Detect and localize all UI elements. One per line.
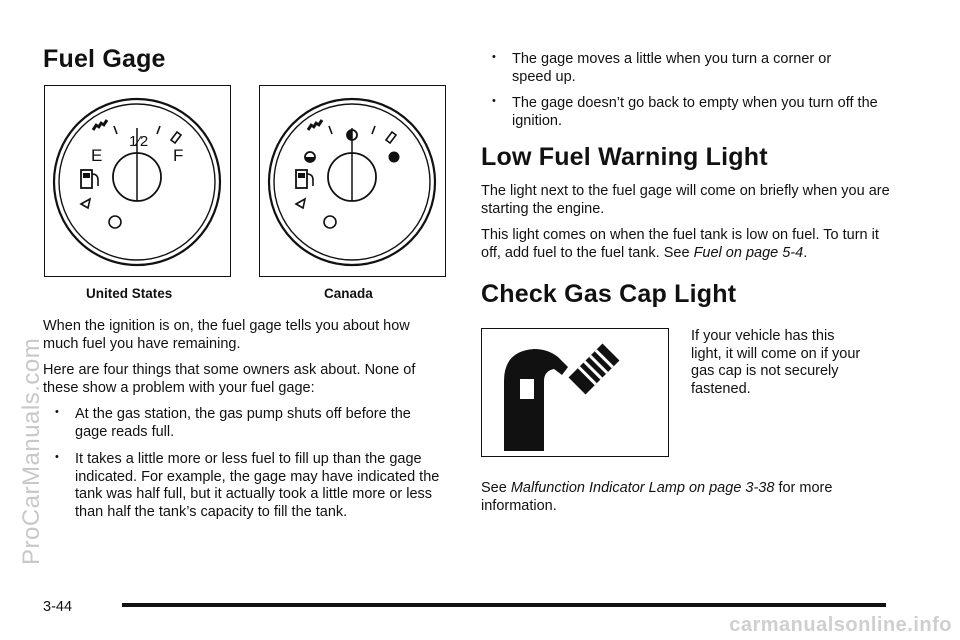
list-item — [492, 95, 892, 135]
fuel-pump-icon — [296, 170, 313, 188]
footer-watermark-url: carmanualsonline.info — [729, 614, 952, 636]
arrow-icon — [296, 199, 305, 208]
bullet-text: The gage doesn’t go back to empty when you turn off the ignition. — [512, 95, 878, 129]
owner-questions-intro: Here are four things that some owners ask about. None of these show a problem with your fuel gage: — [43, 362, 416, 396]
bullet-icon: • — [492, 95, 496, 107]
bullet-text: It takes a little more or less fuel to fill up than the gage indicated. For example, the gage may have indicated the tank was half full, but it actually took a little more or less than half the tank’s capacity to fill the tank. — [75, 451, 440, 520]
gas-cap-symbol-icon — [482, 329, 667, 455]
canada-fuel-gage-dial — [260, 86, 444, 275]
half-label: 1⁄2 — [129, 133, 149, 150]
empty-label: E — [91, 146, 103, 165]
canada-fuel-gage-illustration — [259, 85, 446, 277]
bullet-text: The gage moves a little when you turn a corner or speed up. — [512, 51, 832, 85]
bullet-text: At the gas station, the gas pump shuts off before the gage reads full. — [75, 406, 411, 440]
arrow-icon — [81, 199, 90, 208]
bullet-icon: • — [55, 406, 59, 418]
cap-mark-icon — [386, 132, 396, 143]
canada-gage-caption: Canada — [324, 286, 373, 301]
low-fuel-marks-icon — [93, 120, 107, 130]
bullet-icon: • — [55, 451, 59, 463]
warning-light-icon — [324, 216, 336, 228]
full-label: F — [173, 146, 184, 165]
half-symbol-icon — [347, 130, 357, 140]
gas-cap-light-illustration — [481, 328, 669, 457]
fuel-page-reference: Fuel on page 5-4 — [693, 244, 804, 261]
gas-cap-description: If your vehicle has this light, it will come on if your gas cap is not securely fastened. — [691, 328, 861, 397]
low-fuel-warning-heading: Low Fuel Warning Light — [481, 143, 768, 171]
fuel-pump-icon — [81, 170, 98, 188]
us-fuel-gage-illustration — [44, 85, 231, 277]
gas-cap-see-also — [481, 480, 841, 515]
bullet-icon: • — [492, 51, 496, 63]
low-fuel-paragraph-2-text: This light comes on when the fuel tank is low on fuel. To turn it off, add fuel to the fuel tank. See — [481, 227, 879, 261]
malfunction-lamp-reference: Malfunction Indicator Lamp on page 3-38 — [510, 480, 775, 496]
list-item — [55, 406, 435, 446]
us-gage-caption: United States — [86, 286, 173, 301]
list-item — [55, 451, 440, 541]
footer-rule — [122, 603, 886, 607]
list-item — [492, 51, 892, 91]
us-fuel-gage-dial — [45, 86, 229, 275]
warning-light-icon — [109, 216, 121, 228]
fuel-gage-intro: When the ignition is on, the fuel gage tells you about how much fuel you have remaining. — [43, 318, 410, 352]
full-symbol-icon — [389, 152, 400, 163]
low-fuel-paragraph-2 — [481, 227, 891, 262]
low-fuel-marks-icon — [308, 120, 322, 130]
low-fuel-paragraph-2-end: . — [803, 244, 808, 261]
see-end-text: for more information. — [481, 480, 833, 514]
side-watermark: ProCarManuals.com — [18, 337, 45, 565]
cap-mark-icon — [171, 132, 181, 143]
low-fuel-paragraph-1: The light next to the fuel gage will come on briefly when you are starting the engine. — [481, 183, 890, 217]
fuel-gage-heading: Fuel Gage — [43, 45, 166, 73]
check-gas-cap-heading: Check Gas Cap Light — [481, 280, 737, 308]
page-number: 3-44 — [43, 599, 73, 615]
see-text: See — [481, 480, 511, 496]
empty-symbol-icon — [305, 152, 315, 162]
